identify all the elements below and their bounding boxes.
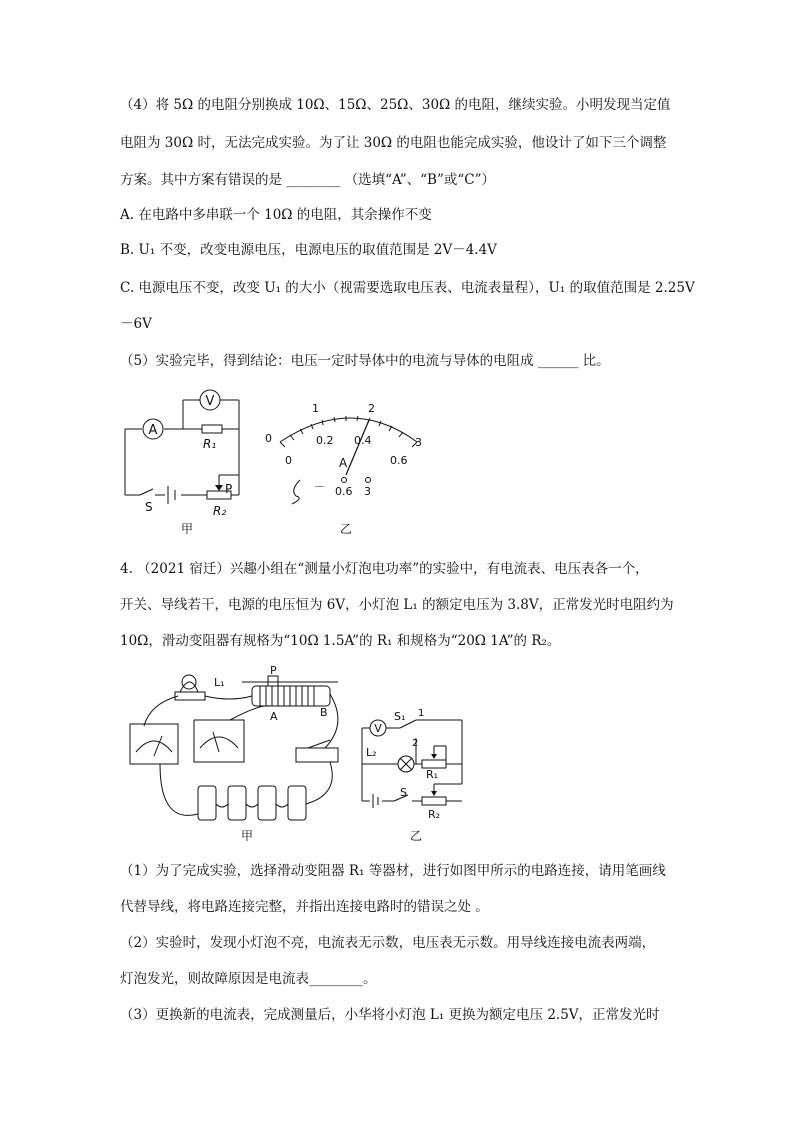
position-1-label: 1 <box>418 708 425 719</box>
terminal-0-6-icon <box>342 478 347 483</box>
dial-needle <box>346 420 369 475</box>
q4-part2-line1: （2）实验时，发现小灯泡不亮，电流表无示数，电压表无示数。用导线连接电流表两端， <box>120 935 656 951</box>
bottom-tick-3: 0.6 <box>390 454 408 467</box>
option-c-line1: C. 电源电压不变，改变 U₁ 的大小（视需要选取电压表、电流表量程），U₁ 的取值范围是 2.25V <box>120 280 695 296</box>
voltmeter-label: V <box>374 722 382 735</box>
top-tick-0: 0 <box>265 432 272 445</box>
q4-part2-line2: 灯泡发光，则故障原因是电流表________。 <box>120 971 377 987</box>
bottom-tick-0: 0 <box>285 454 292 467</box>
figure-caption-jia: 甲 <box>180 522 194 536</box>
slider-label: P <box>270 664 277 677</box>
q4-part1-line1: （1）为了完成实验，选择滑动变阻器 R₁ 等器材，进行如图甲所示的电路连接，请用笔画线 <box>120 863 666 879</box>
q4-part1-line2: 代替导线，将电路连接完整，并指出连接电路时的错误之处 。 <box>120 899 489 915</box>
lamp-l2-label: L₂ <box>366 746 377 759</box>
q4-part3-line1: （3）更换新的电流表，完成测量后，小华将小灯泡 L₁ 更换为额定电压 2.5V，正常发光时 <box>120 1007 660 1023</box>
option-a: A. 在电路中多串联一个 10Ω 的电阻，其余操作不变 <box>120 207 432 223</box>
q4-line3: 10Ω，滑动变阻器有规格为“10Ω 1.5A”的 R₁ 和规格为“20Ω 1A”的 R₂。 <box>120 633 561 649</box>
circuit-diagram-yi <box>352 706 477 846</box>
figure-caption-yi-2: 乙 <box>409 829 423 843</box>
ammeter-dial-yi <box>262 398 432 543</box>
lamp-label: L₁ <box>214 676 225 689</box>
terminal-b-label: B <box>320 706 328 719</box>
bottom-tick-1: 0.2 <box>316 434 334 447</box>
ammeter-label: A <box>148 423 158 438</box>
slider-arrow-icon <box>215 485 223 491</box>
q3-part4-line3: 方案。其中方案有错误的是 ________ （选填“A”、“B”或“C”） <box>120 172 496 188</box>
r1-label: R₁ <box>426 768 439 781</box>
r2-label: R₂ <box>428 808 441 821</box>
terminal-a-label: A <box>270 710 278 723</box>
circuit-diagram-jia <box>115 385 255 540</box>
terminal-0-6: 0.6 <box>335 485 353 498</box>
q4-line1: 4. （2021 宿迁）兴趣小组在“测量小灯泡电功率”的实验中，有电流表、电压表各一个， <box>120 561 649 577</box>
s1-label: S₁ <box>394 710 406 723</box>
terminal-minus: － <box>314 480 325 493</box>
q3-part4-line1: （4）将 5Ω 的电阻分别换成 10Ω、15Ω、25Ω、30Ω 的电阻，继续实验。小明发现当定值 <box>120 97 671 113</box>
figure-caption-jia-2: 甲 <box>240 829 254 843</box>
q3-part5: （5）实验完毕，得到结论：电压一定时导体中的电流与导体的电阻成 ______ 比。 <box>120 353 610 369</box>
option-b: B. U₁ 不变，改变电源电压，电源电压的取值范围是 2V－4.4V <box>120 242 497 258</box>
top-tick-3: 3 <box>415 436 422 449</box>
bottom-tick-2: 0.4 <box>354 434 372 447</box>
q4-line2: 开关、导线若干，电源的电压恒为 6V，小灯泡 L₁ 的额定电压为 3.8V，正常发光时电阻约为 <box>120 597 674 613</box>
position-2-label: 2 <box>412 738 419 749</box>
top-tick-1: 1 <box>312 402 319 415</box>
voltmeter-label: V <box>205 394 215 409</box>
apparatus-diagram-jia <box>120 664 352 846</box>
switch-label: S <box>145 500 153 514</box>
option-c-line2: －6V <box>120 316 152 332</box>
terminal-3-icon <box>366 478 371 483</box>
dial-unit-label: A <box>339 456 348 470</box>
wire-icon <box>292 480 300 504</box>
top-tick-2: 2 <box>368 402 375 415</box>
q3-part4-line2: 电阻为 30Ω 时，无法完成实验。为了让 30Ω 的电阻也能完成实验，他设计了如下三个调整 <box>120 135 667 151</box>
switch-label: S <box>400 786 407 799</box>
r2-label: R₂ <box>213 504 227 518</box>
slider-label: P <box>225 482 233 496</box>
r1-label: R₁ <box>203 437 217 451</box>
figure-caption-yi: 乙 <box>339 522 353 536</box>
terminal-3: 3 <box>364 485 371 498</box>
